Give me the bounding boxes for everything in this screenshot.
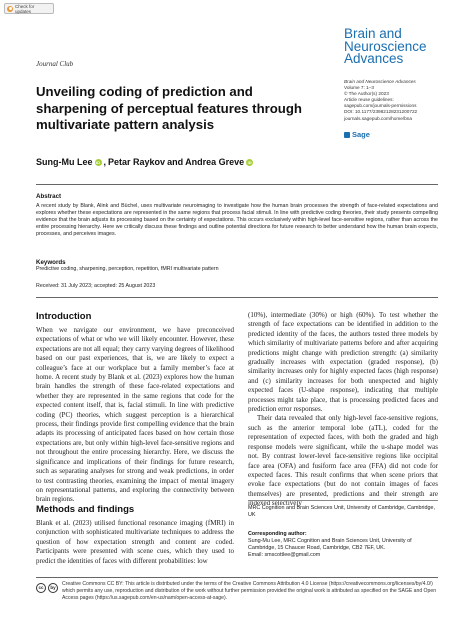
attribution-icon: by — [48, 583, 58, 593]
copyright: © The Author(s) 2023 — [344, 91, 389, 97]
intro-body — [36, 326, 234, 505]
orcid-icon[interactable]: iD — [247, 159, 252, 165]
reuse-link[interactable]: sagepub.com/journals-permissions — [344, 103, 417, 109]
orcid-icon[interactable]: iD — [96, 159, 100, 165]
right-column-body — [248, 311, 438, 509]
corr-line: Cambridge, 15 Chaucer Road, Cambridge, CB2 7EF, UK. — [248, 545, 386, 551]
paragraph: (10%), intermediate (30%) or high (60%). To test whether the strength of face expectations can be identified in addition to the predicted identity of the faces, the authors tested three models by which similarity of multivariate patterns before and after acquiring predictions might change with prediction strength: (a) similarity gradually increases with expectation (graded response), (b) similarity increases only for highly expected faces (high response) and (c) similarity increases for both unexpected and highly expected faces (U-shape response), indicating that multiple processes might take place, that is processing predicted faces and prediction error responses. — [248, 311, 438, 414]
received-date: Received: 31 July 2023; accepted: 25 August 2023 — [36, 283, 156, 289]
article-title: Unveiling coding of prediction and sharpening of perceptual features through multivariate pattern analysis — [36, 84, 302, 132]
logo-line: Advances — [344, 51, 404, 66]
methods-body — [36, 519, 234, 566]
footnote-divider — [248, 500, 438, 501]
keywords-heading: Keywords — [36, 259, 66, 266]
reuse-label: Article reuse guidelines: — [344, 97, 394, 103]
author-separator: , — [103, 157, 107, 167]
license-icons[interactable] — [36, 583, 58, 593]
author-separator: and — [167, 157, 184, 167]
license-text: Creative Commons CC BY: This article is distributed under the terms of the Creative Commons Attribution 4.0 License (https://creativecommons.org/licenses/by/4.0/) which permits any use, reproduction and distribution of the work without further permission provided the original work is attributed as specified on the SAGE and Open Access pages (https://us.sagepub.com/en-us/nam/open-access-at-sage). — [62, 581, 437, 601]
abstract-heading: Abstract — [36, 193, 62, 200]
doi-link[interactable]: DOI: 10.1177/23982128231200722 — [344, 109, 418, 115]
corr-line: Sung-Mu Lee, MRC Cognition and Brain Sciences Unit, University of — [248, 538, 412, 544]
divider — [36, 297, 438, 298]
divider — [36, 184, 438, 185]
sage-logo-icon — [344, 132, 350, 138]
journal-name: Brain and Neuroscience Advances — [344, 79, 416, 84]
author-name[interactable]: Petar Raykov — [108, 157, 166, 167]
abstract-text: A recent study by Blank, Alink and Büchel, uses multivariate neuroimaging to investigate how the human brain processes the strength of face-related expectations and explores whether these expectations are represented in the same regions that process facial stimuli. In line with predictive coding theories, their study presents compelling evidence that the brain adjusts its processing based on the certainty of expectations. This occurs exclusively within high-level face-sensitive regions, rather than across the entire processing hierarchy. Here we critically discuss these findings and outline potential directions for future research to better understand how the human brain expects, processes, and perceives images. — [36, 203, 438, 238]
keywords-text: Predictive coding, sharpening, perception, repetition, fMRI multivariate pattern — [36, 266, 219, 272]
corresponding-author-heading: Corresponding author: — [248, 531, 307, 537]
paragraph: When we navigate our environment, we have preconceived expectations of what or who we will likely encounter. However, these expectations are not all equal; they carry varying degrees of likelihood based on our past experiences, that is, we are likely to expect a colleague’s face at our workplace but a family member’s face at home. A recent study by Blank et al. (2023) explores how the human brain handles the strength of these face-related expectations and whether they are represented in the same regions that code for the expected content itself, that is, facial stimuli. In line with predictive coding (PC) theories, which suggest perception is a hierarchical process, their findings provide first compelling evidence that the brain adapts its processing of anticipated faces based on how certain those expectations are, but only within high-level face-sensitive regions and not throughout the entire processing hierarchy. Here, we discuss the significance and implications of their findings for future research, such as separating analyses for strong and weak predictions, in order to test contrasting theories, examining the impact of mental imagery on representational patterns, and exploring the connectivity between brain regions. — [36, 326, 234, 504]
methods-heading: Methods and findings — [36, 504, 135, 515]
publisher-name: Sage — [352, 130, 370, 139]
check-for-updates-label: Check for updates — [15, 3, 35, 14]
author-name[interactable]: Sung-Mu Lee — [36, 157, 93, 167]
author-list — [36, 157, 253, 167]
corr-email[interactable]: Email: smscottlee@gmail.com — [248, 552, 321, 558]
volume-info: Volume 7: 1–3 — [344, 85, 374, 91]
corresponding-author — [248, 538, 438, 559]
paragraph: Blank et al. (2023) utilised functional resonance imaging (fMRI) in conjunction with sophisticated multivariate techniques to address the question of how expectation strength and content are coded. Participants were presented with scene cues, which they used to predict the identities of faces with different probabilities: low — [36, 519, 234, 565]
affiliation: MRC Cognition and Brain Sciences Unit, University of Cambridge, Cambridge, UK — [248, 505, 435, 518]
author-name[interactable]: Andrea Greve — [185, 157, 245, 167]
logo-line: Neuroscience — [344, 38, 427, 54]
intro-heading: Introduction — [36, 311, 92, 322]
journal-link[interactable]: journals.sagepub.com/home/bna — [344, 115, 413, 121]
paragraph: Their data revealed that only high-level face-sensitive regions, such as the anterior temporal lobe (aTL), coded for the representation of expected faces, with both the graded and high response models were significant, while the u-shape model was not. By contrast lower-level face-sensitive regions like occipital face area (OFA) and fusiform face area (FFA) did not code for expected faces. This result confirms that when scene priors that evoke face expectations (but do not contain images of faces themselves) are presented, predictions and their strength are indexed selectively — [248, 414, 438, 508]
journal-logo[interactable] — [344, 28, 454, 66]
divider — [36, 577, 438, 578]
creative-commons-icon: cc — [36, 583, 46, 593]
article-metadata — [344, 79, 417, 122]
section-label: Journal Club — [36, 60, 74, 68]
check-for-updates-button[interactable] — [4, 3, 54, 14]
logo-line: Brain and — [344, 26, 402, 41]
publisher-logo[interactable] — [344, 130, 370, 139]
update-icon — [7, 6, 13, 12]
